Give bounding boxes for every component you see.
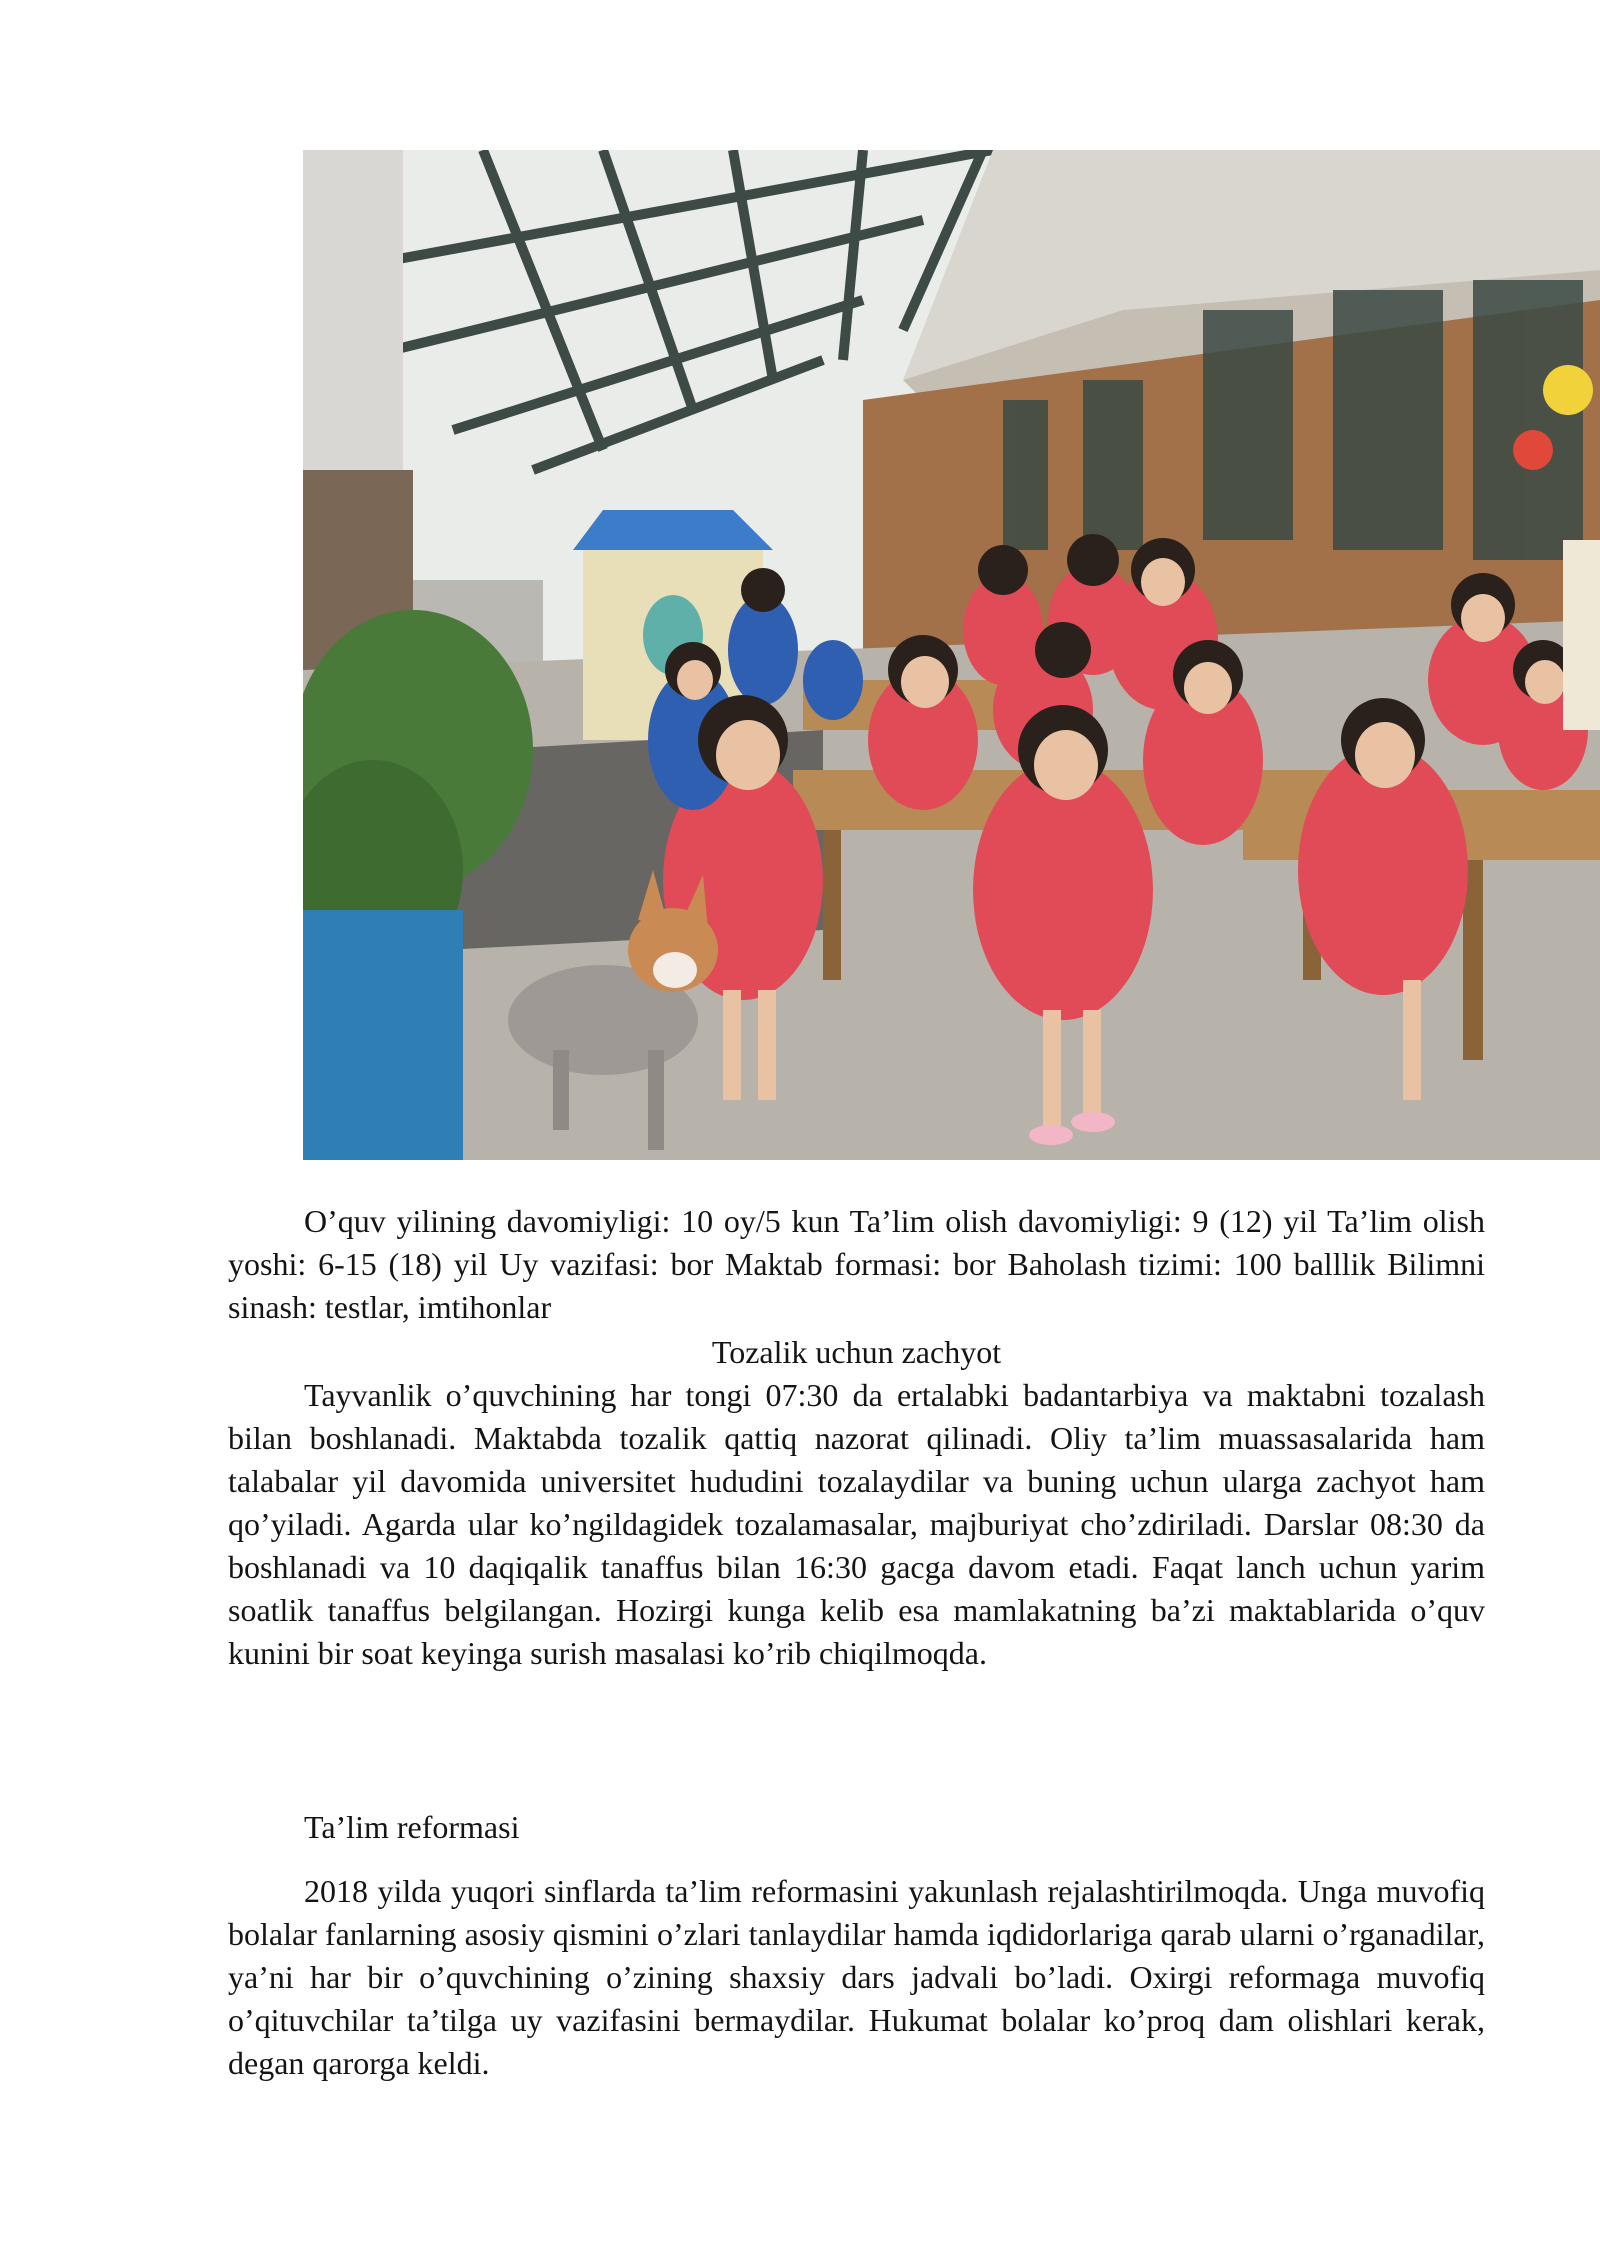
classroom-photo-illustration <box>303 150 1600 1160</box>
section-heading-reform: Ta’lim reformasi <box>304 1809 520 1845</box>
reform-paragraph: 2018 yilda yuqori sinflarda ta’lim reformasini yakunlash rejalashtirilmoqda. Unga muvofiq bolalar fanlarning asosiy qismini o’zlari tanlaydilar hamda iqdidorlariga qarab ularni o’rganadilar, ya’ni har bir o’quvchining o’zining shaxsiy dars jadvali bo’ladi. Oxirgi reformaga muvofiq o’qituvchilar ta’tilga uy vazifasini bermaydilar. Hukumat bolalar ko’proq dam olishlari kerak, degan qarorga keldi. <box>228 1873 1485 2081</box>
classroom-photo <box>303 150 1600 1160</box>
cleanliness-paragraph: Tayvanlik o’quvchining har tongi 07:30 da ertalabki badantarbiya va maktabni tozalash bilan boshlanadi. Maktabda tozalik qattiq nazorat qilinadi. Oliy ta’lim muassasalarida ham talabalar yil davomida universitet hududini tozalaydilar va buning uchun ularga zachyot ham qo’yiladi. Agarda ular ko’ngildagidek tozalamasalar, majburiyat cho’zdiriladi. Darslar 08:30 da boshlanadi va 10 daqiqalik tanaffus bilan 16:30 gacga davom etadi. Faqat lanch uchun yarim soatlik tanaffus belgilangan. Hozirgi kunga kelib esa mamlakatning ba’zi maktablarida o’quv kunini bir soat keyinga surish masalasi ko’rib chiqilmoqda. <box>228 1377 1485 1671</box>
section-title-cleanliness: Tozalik uchun zachyot <box>711 1334 1002 1370</box>
school-stats-text: O’quv yilining davomiyligi: 10 oy/5 kun Ta’lim olish davomiyligi: 9 (12) yil Ta’lim olish yoshi: 6-15 (18) yil Uy vazifasi: bor Maktab formasi: bor Baholash tizimi: 100 balllik Bilimni sinash: testlar, imtihonlar <box>228 1203 1485 1325</box>
